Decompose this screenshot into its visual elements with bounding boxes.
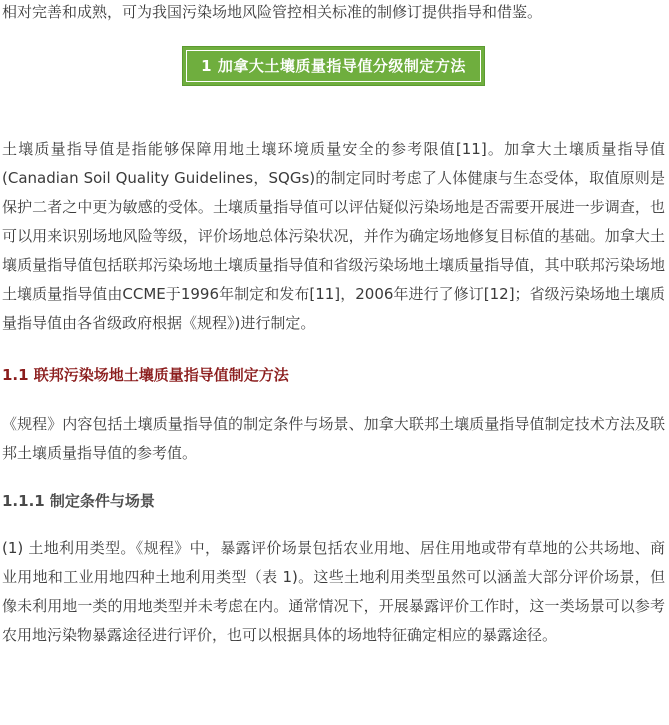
paragraph-soil-quality-guidelines: 土壤质量指导值是指能够保障用地土壤环境质量安全的参考限值[11]。加拿大土壤质量指导值(Canadian Soil Quality Guidelines，SQGs)的制定同时考虑了人体健康与生态受体，取值原则是保护二者之中更为敏感的受体。土壤质量指导值可以评估疑似污染场地是否需要开展进一步调查，也可以用来识别场地风险等级，评价场地总体污染状况，并作为确定场地修复目标值的基础。加拿大土壤质量指导值包括联邦污染场地土壤质量指导值和省级污染场地土壤质量指导值，其中联邦污染场地土壤质量指导值由CCME于1996年制定和发布[11]，2006年进行了修订[12]；省级污染场地土壤质量指导值由各省级政府根据《规程》)进行制定。 [2,140,665,332]
section-banner [183,47,484,85]
heading-1-1: 1.1 联邦污染场地土壤质量指导值制定方法 [2,366,289,384]
section-banner-wrapper [2,47,665,85]
paragraph-regulation-content: 《规程》内容包括土壤质量指导值的制定条件与场景、加拿大联邦土壤质量指导值制定技术方法及联邦土壤质量指导值的参考值。 [2,415,665,462]
heading-1-1-1: 1.1.1 制定条件与场景 [2,492,155,510]
intro-paragraph: 相对完善和成熟，可为我国污染场地风险管控相关标准的制修订提供指导和借鉴。 [2,3,543,21]
paragraph-land-use-types: (1) 土地利用类型。《规程》中，暴露评价场景包括农业用地、居住用地或带有草地的公共场地、商业用地和工业用地四种土地利用类型（表 1)。这些土地利用类型虽然可以涵盖大部分评价场景，但像未利用地一类的用地类型并未考虑在内。通常情况下，开展暴露评价工作时，这一类场景可以参考农用地污染物暴露途径进行评价，也可以根据具体的场地特征确定相应的暴露途径。 [2,539,665,644]
section-banner-title: 1 加拿大土壤质量指导值分级制定方法 [186,50,481,82]
